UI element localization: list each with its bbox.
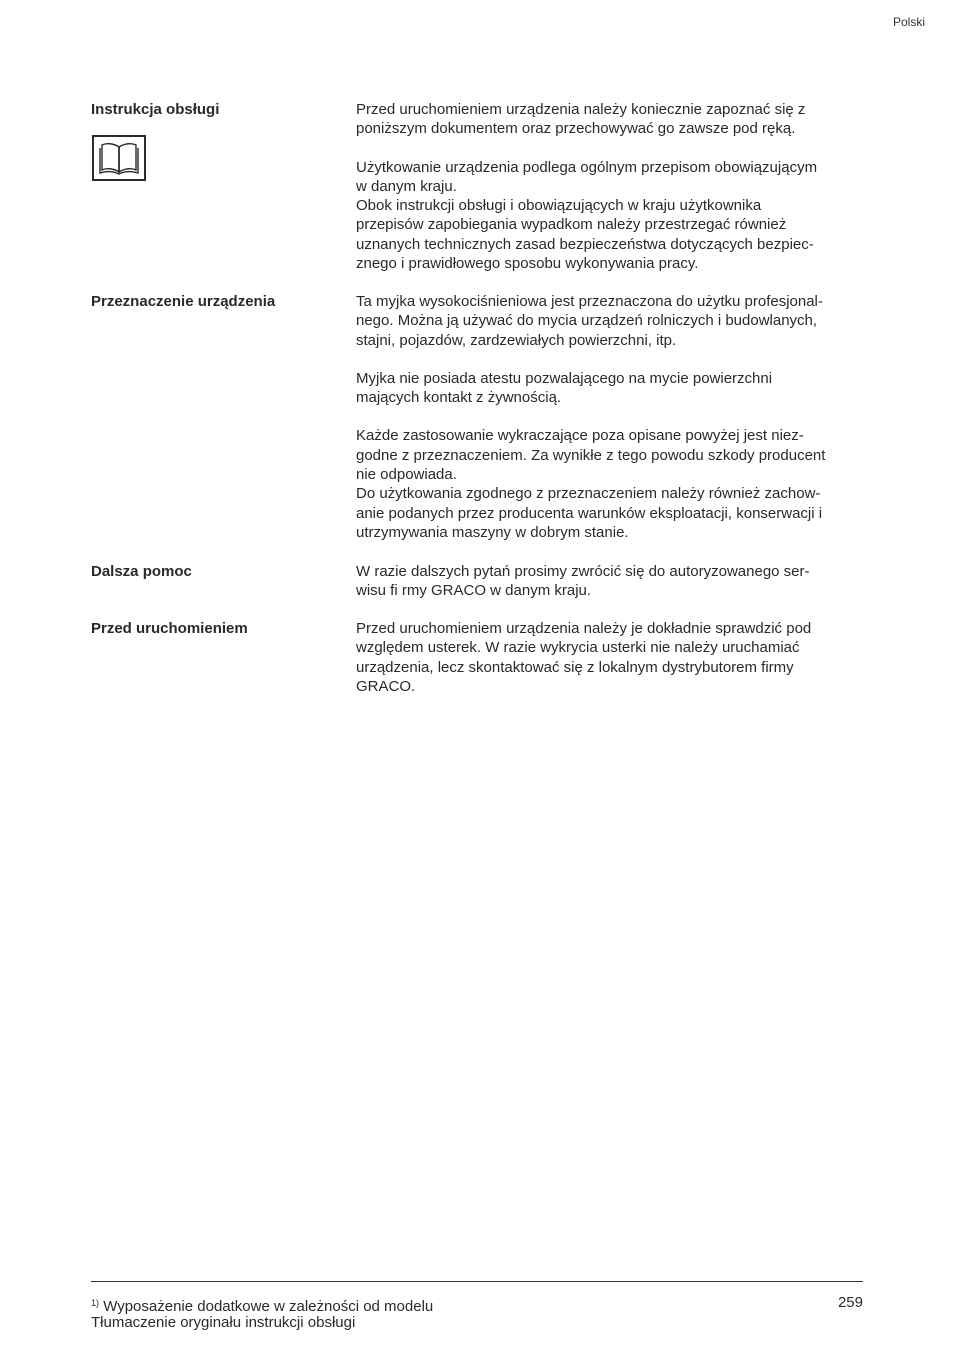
section-instrukcja-obslugi [91, 100, 863, 280]
text-line: Ta myjka wysokociśnieniowa jest przeznaczona do użytku profesjonal- [356, 293, 823, 310]
text-line: Przed uruchomieniem urządzenia należy je dokładnie sprawdzić pod [356, 620, 812, 637]
section-body [356, 100, 866, 273]
text-line: mających kontakt z żywnością. [356, 389, 562, 407]
paragraph [356, 369, 866, 408]
text-line: nie odpowiada. [356, 466, 457, 484]
section-body [356, 562, 866, 601]
text-line: godne z przeznaczeniem. Za wynikłe z tego powodu szkody producent [356, 446, 826, 464]
section-heading: Dalsza pomoc [91, 563, 192, 580]
section-przed-uruchomieniem [91, 619, 863, 704]
section-przeznaczenie-urzadzenia [91, 292, 863, 552]
paragraph [356, 158, 866, 274]
text-line: względem usterek. W razie wykrycia usterki nie należy uruchamiać [356, 639, 800, 657]
paragraph [356, 100, 866, 139]
text-line: Obok instrukcji obsługi i obowiązujących w kraju użytkownika [356, 197, 762, 215]
text-line: Myjka nie posiada atestu pozwalającego na mycie powierzchni [356, 369, 773, 387]
text-line: wisu fi rmy GRACO w danym kraju. [356, 582, 592, 600]
section-body [356, 619, 866, 696]
section-heading: Instrukcja obsługi [91, 101, 220, 118]
text-line: w danym kraju. [356, 177, 457, 195]
paragraph [356, 619, 866, 696]
text-line: utrzymywania maszyny w dobrym stanie. [356, 523, 629, 541]
paragraph [356, 426, 866, 542]
text-line: urządzenia, lecz skontaktować się z lokalnym dystrybutorem firmy [356, 658, 794, 676]
text-line: uznanych technicznych zasad bezpieczeństwa dotyczących bezpiec- [356, 235, 814, 253]
text-line: GRACO. [356, 677, 416, 695]
text-line: poniższym dokumentem oraz przechowywać go zawsze pod ręką. [356, 120, 796, 138]
book-icon [92, 135, 146, 181]
footnote-marker: 1) [91, 1298, 100, 1308]
section-body [356, 292, 866, 542]
paragraph [356, 292, 866, 350]
footnote-text: Wyposażenie dodatkowe w zależności od modelu [103, 1298, 434, 1315]
paragraph [356, 562, 866, 601]
language-label: Polski [892, 15, 925, 29]
text-line: Przed uruchomieniem urządzenia należy koniecznie zapoznać się z [356, 101, 806, 118]
footer-divider [91, 1281, 863, 1282]
page-number: 259 [837, 1294, 863, 1311]
text-line: przepisów zapobiegania wypadkom należy przestrzegać również [356, 216, 787, 234]
text-line: znego i prawidłowego sposobu wykonywania pracy. [356, 255, 699, 273]
text-line: anie podanych przez producenta warunków eksploatacji, konserwacji i [356, 504, 823, 522]
document-subtitle: Tłumaczenie oryginału instrukcji obsługi [91, 1314, 356, 1331]
text-line: Użytkowanie urządzenia podlega ogólnym przepisom obowiązującym [356, 158, 818, 176]
text-line: nego. Można ją używać do mycia urządzeń rolniczych i budowlanych, [356, 312, 818, 330]
text-line: W razie dalszych pytań prosimy zwrócić się do autoryzowanego ser- [356, 563, 810, 580]
section-dalsza-pomoc [91, 562, 863, 607]
section-heading: Przeznaczenie urządzenia [91, 293, 276, 310]
text-line: Każde zastosowanie wykraczające poza opisane powyżej jest niez- [356, 427, 804, 445]
section-heading: Przed uruchomieniem [91, 620, 248, 637]
text-line: Do użytkowania zgodnego z przeznaczeniem należy również zachow- [356, 485, 821, 503]
text-line: stajni, pojazdów, zardzewiałych powierzchni, itp. [356, 331, 677, 349]
